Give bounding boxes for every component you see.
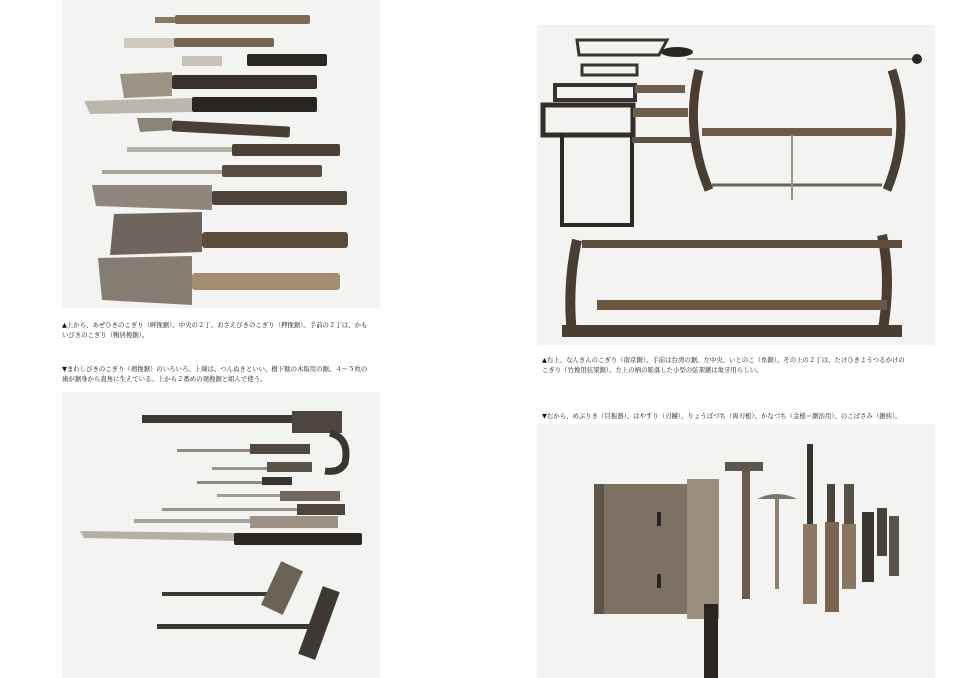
caption-line: ▲上から、あぜひきのこぎり（畔挽鋸）。中央の２丁、おさえびきのこぎり（押挽鋸）。手前の２丁は、かも <box>62 321 368 329</box>
photo-frame-saws <box>537 25 935 345</box>
photo-bucket-saws <box>62 0 380 308</box>
caption-line: ▲右上、なんきんのこぎり（南京鋸）。手前は台湾の鋸。左中央、いとのこ（糸鋸）。その上の２丁は、たけひきようつるかけの <box>542 356 905 364</box>
caption-line: ▼右から、めぶりき（目振器）、はやすり（刃鑢）、りょうばづち（両刃槌）、かなづち（金槌＝鋸治用）、のこばさみ（鋸挟）。 <box>542 412 902 420</box>
photo-saw-tools <box>537 424 935 678</box>
caption-line: 歯が鋸身から直角に生えている。上から２番めの廻挽鋸と組んで使う。 <box>62 375 267 383</box>
keyhole-saws-illustration <box>62 392 380 678</box>
frame-saws-illustration <box>537 25 935 345</box>
saws-illustration <box>62 0 380 308</box>
caption-left-top <box>62 320 367 340</box>
caption-right-bottom <box>542 411 902 421</box>
caption-left-bottom <box>62 364 367 384</box>
caption-right-middle <box>542 355 905 375</box>
saw-tools-illustration <box>537 424 935 678</box>
caption-line: ▼まわしびきのこぎり（廻挽鋸）のいろいろ。上端は、つんぬきといい、樹下駄の木取用の鋸。４～５枚の <box>62 365 368 373</box>
photo-keyhole-saws <box>62 392 380 678</box>
caption-line: いびきのこぎり（鴨居挽鋸）。 <box>62 331 149 339</box>
caption-line: こぎり（竹挽用弦架鋸）。左上の柄の彫落した小型の弦架鋸は象牙用らしい。 <box>542 366 763 374</box>
